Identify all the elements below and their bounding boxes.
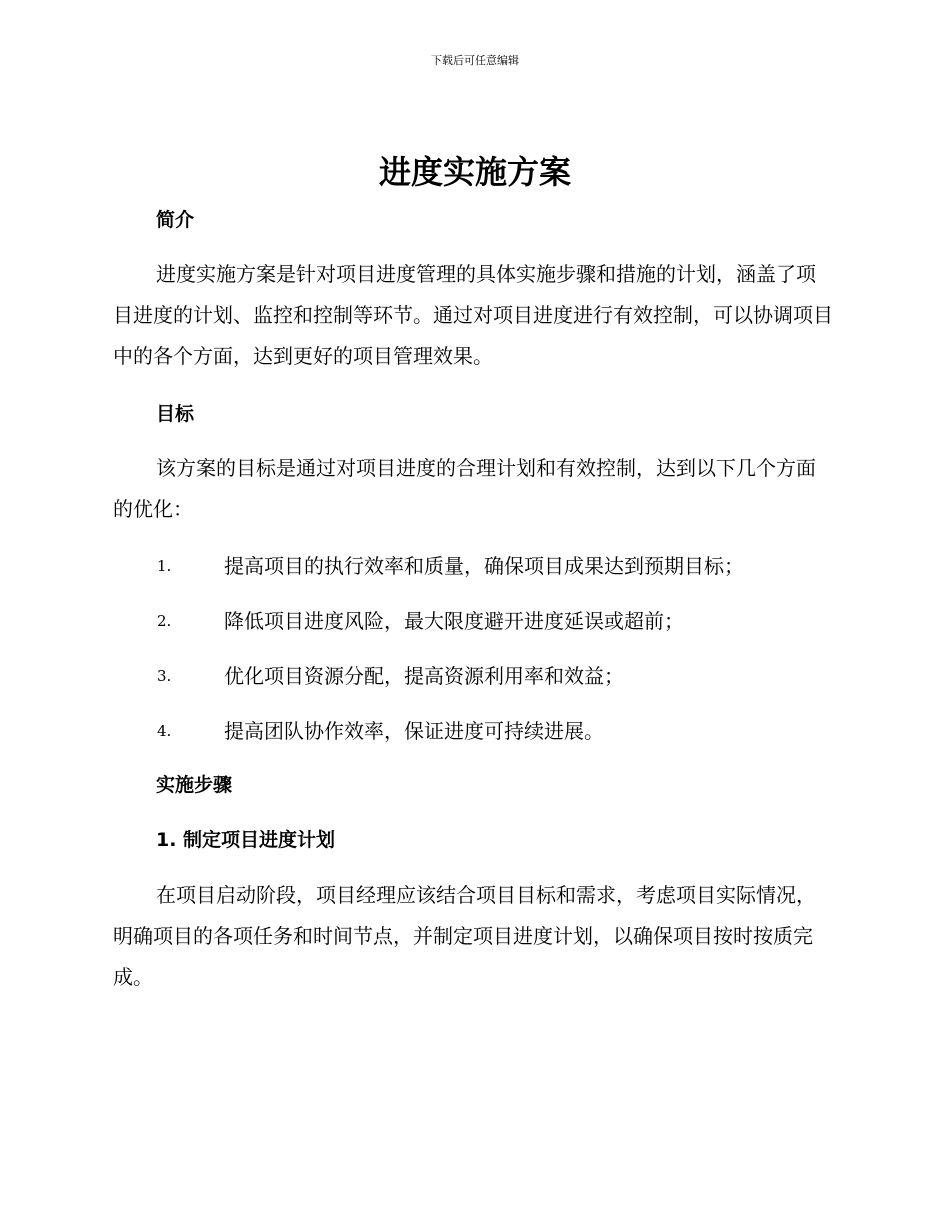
list-text: 降低项目进度风险，最大限度避开进度延误或超前； [224, 609, 684, 633]
list-number: 1. [157, 557, 172, 575]
list-number: 3. [157, 667, 172, 685]
step-heading-1: 1. 制定项目进度计划 [156, 829, 336, 851]
document-title: 进度实施方案 [378, 153, 571, 191]
list-text: 提高项目的执行效率和质量，确保项目成果达到预期目标； [224, 554, 744, 578]
list-text: 提高团队协作效率，保证进度可持续进展。 [224, 719, 604, 743]
list-number: 4. [157, 722, 172, 740]
section-heading-intro: 简介 [156, 209, 195, 231]
goal-list-item [0, 716, 950, 746]
section-heading-goals: 目标 [156, 403, 195, 425]
list-text: 优化项目资源分配，提高资源利用率和效益； [224, 664, 624, 688]
goal-list-item [0, 661, 950, 691]
goals-paragraph: 该方案的目标是通过对项目进度的合理计划和有效控制，达到以下几个方面的优化： [113, 456, 816, 521]
section-heading-steps: 实施步骤 [156, 774, 233, 796]
goal-list-item [0, 606, 950, 636]
page-header-note: 下载后可任意编辑 [431, 54, 519, 67]
list-number: 2. [157, 612, 172, 630]
goal-list-item [0, 551, 950, 581]
intro-paragraph: 进度实施方案是针对项目进度管理的具体实施步骤和措施的计划，涵盖了项目进度的计划、监控和控制等环节。通过对项目进度进行有效控制，可以协调项目中的各个方面，达到更好的项目管理效果。 [113, 262, 833, 368]
step-1-paragraph: 在项目启动阶段，项目经理应该结合项目目标和需求，考虑项目实际情况，明确项目的各项任务和时间节点，并制定项目进度计划，以确保项目按时按质完成。 [113, 883, 816, 989]
